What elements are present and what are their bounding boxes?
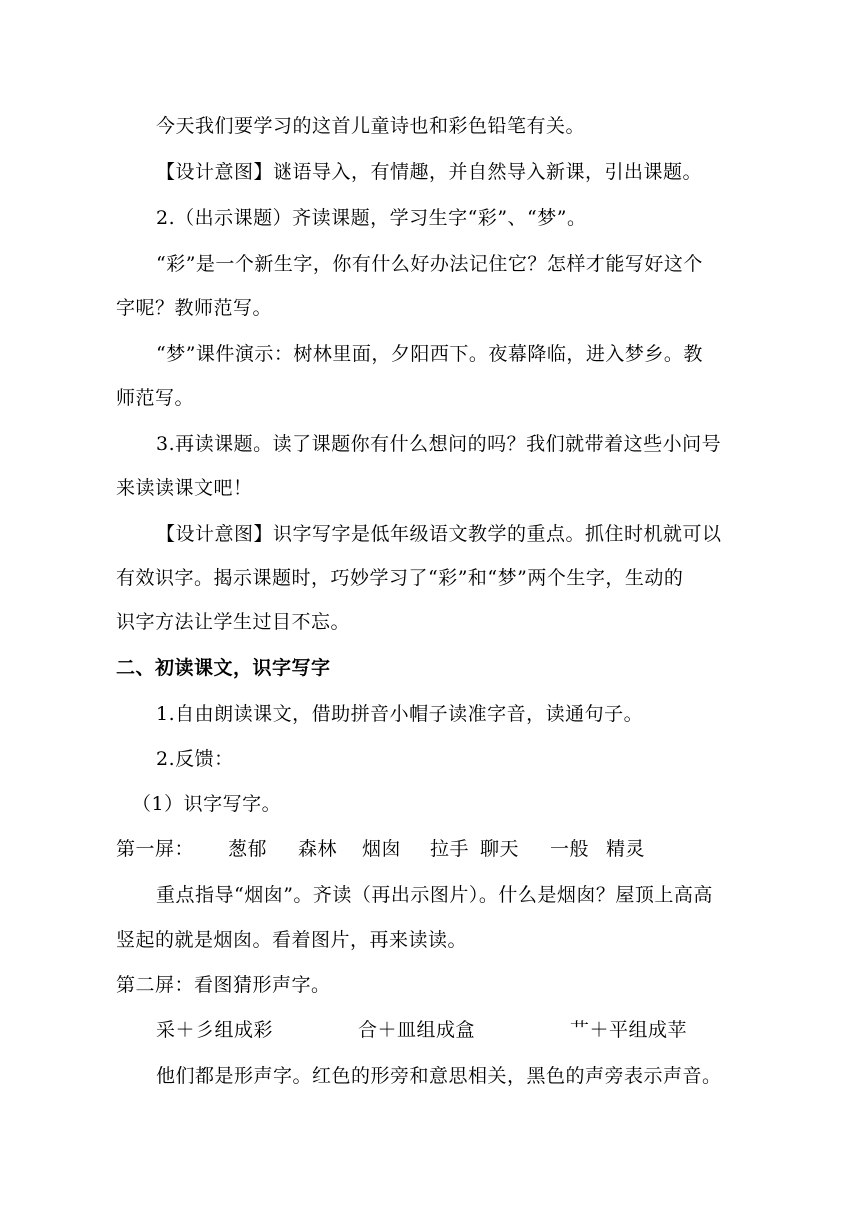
design-intent-note: 【设计意图】谜语导入，有情趣，并自然导入新课，引出课题。	[156, 161, 703, 183]
screen-two-label: 第二屏：看图猜形声字。	[116, 974, 331, 996]
character-combo: 合＋皿组成盒	[358, 1019, 476, 1041]
paragraph-line: 字呢？教师范写。	[116, 297, 273, 319]
sub-step-item: （1）识字写字。	[132, 793, 282, 815]
vocab-word: 葱郁	[228, 838, 268, 860]
paragraph: 今天我们要学习的这首儿童诗也和彩色铅笔有关。	[156, 115, 586, 137]
paragraph-line: “彩”是一个新生字，你有什么好办法记住它？怎样才能写好这个	[156, 253, 703, 275]
vocab-word: 森林	[298, 838, 338, 860]
vocab-word: 烟囱	[362, 838, 402, 860]
step-item: 2.反馈：	[156, 748, 234, 770]
paragraph: 2.（出示课题）齐读课题，学习生字“彩”、“梦”。	[156, 207, 587, 229]
paragraph-line: 竖起的就是烟囱。看着图片，再来读读。	[116, 929, 468, 951]
step-item: 1.自由朗读课文，借助拼音小帽子读准字音，读通句子。	[156, 703, 644, 725]
section-heading: 二、初读课文，识字写字	[116, 657, 331, 679]
paragraph-line: 有效识字。揭示课题时，巧妙学习了“彩”和“梦”两个生字，生动的	[116, 567, 684, 589]
paragraph-line: 3.再读课题。读了课题你有什么想问的吗？我们就带着这些小问号	[156, 433, 722, 455]
character-combo: 采＋彡组成彩	[156, 1019, 274, 1041]
design-intent-note: 【设计意图】识字写字是低年级语文教学的重点。抓住时机就可以	[156, 523, 722, 545]
vocab-word: 精灵	[606, 838, 646, 860]
vocab-word: 拉手	[430, 838, 470, 860]
vocab-word: 一般	[550, 838, 590, 860]
paragraph-line: 来读读课文吧！	[116, 477, 253, 499]
paragraph-line: 重点指导“烟囱”。齐读（再出示图片）。什么是烟囱？屋顶上高高	[156, 884, 713, 906]
paragraph-line: 师范写。	[116, 387, 195, 409]
vocab-word: 聊天	[480, 838, 520, 860]
character-combo-row	[156, 1018, 796, 1042]
paragraph-line: 识字方法让学生过目不忘。	[116, 611, 351, 633]
paragraph-line: “梦”课件演示：树林里面，夕阳西下。夜幕降临，进入梦乡。教	[156, 343, 703, 365]
paragraph: 他们都是形声字。红色的形旁和意思相关，黑色的声旁表示声音。	[156, 1065, 722, 1087]
screen-one-row	[116, 837, 756, 861]
character-combo: 艹＋平组成苹	[570, 1019, 688, 1041]
screen-one-label: 第一屏：	[116, 838, 195, 860]
